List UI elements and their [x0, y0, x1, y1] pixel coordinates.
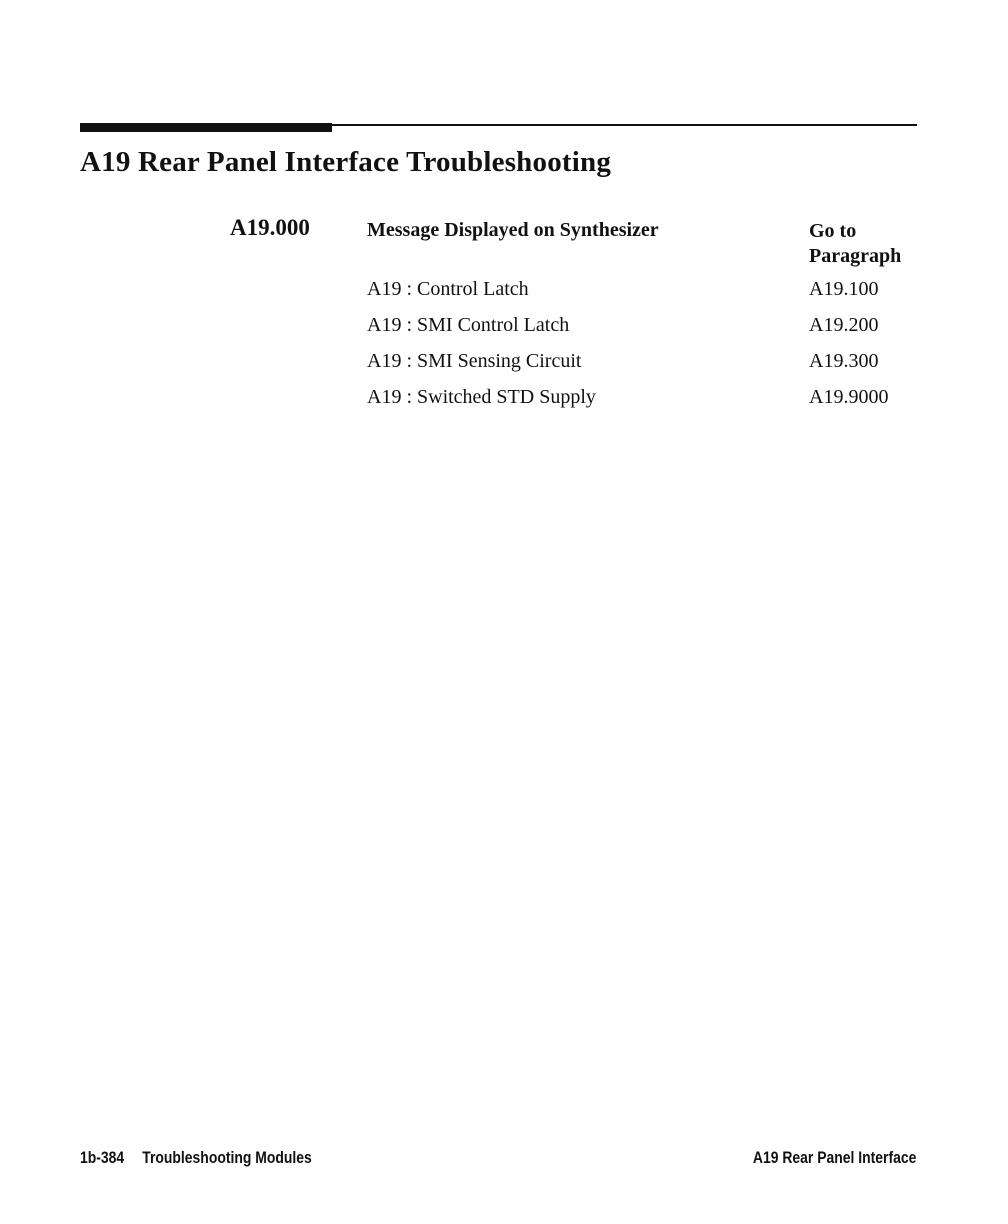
- section-id: A19.000: [230, 215, 310, 240]
- column-header-paragraph: Go to Paragraph: [809, 220, 902, 267]
- column-header-message: Message Displayed on Synthesizer: [367, 219, 659, 241]
- paragraph-cell: A19.300: [809, 350, 879, 372]
- message-cell: A19 : Control Latch: [367, 278, 529, 300]
- message-cell: A19 : SMI Sensing Circuit: [367, 350, 582, 372]
- table-row: [367, 350, 927, 376]
- page-title: A19 Rear Panel Interface Troubleshooting: [80, 146, 612, 178]
- paragraph-cell: A19.9000: [809, 386, 889, 408]
- header-rule-thick: [80, 123, 332, 132]
- footer-left: [80, 1148, 312, 1168]
- paragraph-cell: A19.200: [809, 314, 879, 336]
- footer-left-title: Troubleshooting Modules: [142, 1148, 312, 1167]
- message-cell: A19 : Switched STD Supply: [367, 386, 596, 408]
- paragraph-cell: A19.100: [809, 278, 879, 300]
- table-row: [367, 278, 927, 304]
- table-row: [367, 314, 927, 340]
- message-cell: A19 : SMI Control Latch: [367, 314, 570, 336]
- page-number: 1b-384: [80, 1148, 125, 1167]
- footer-right-title: A19 Rear Panel Interface: [752, 1148, 916, 1167]
- table-row: [367, 386, 927, 412]
